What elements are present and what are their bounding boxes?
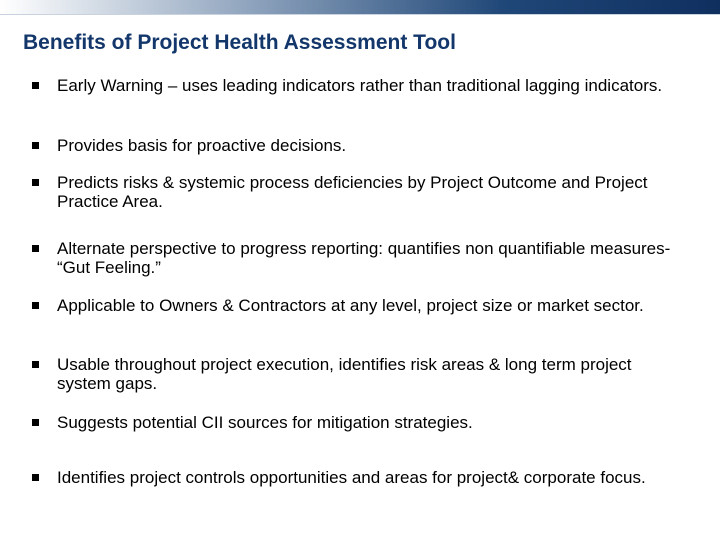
bullet-text: Applicable to Owners & Contractors at any level, project size or market sector. xyxy=(57,296,644,315)
header-divider xyxy=(0,14,720,15)
bullet-text: Suggests potential CII sources for mitigation strategies. xyxy=(57,413,473,432)
square-bullet-icon xyxy=(32,82,39,89)
square-bullet-icon xyxy=(32,302,39,309)
bullet-item xyxy=(30,468,690,487)
square-bullet-icon xyxy=(32,474,39,481)
square-bullet-icon xyxy=(32,179,39,186)
bullet-item xyxy=(30,173,690,211)
bullet-text: Identifies project controls opportunities and areas for project& corporate focus. xyxy=(57,468,646,487)
square-bullet-icon xyxy=(32,142,39,149)
bullet-item xyxy=(30,296,690,315)
slide-title: Benefits of Project Health Assessment Tool xyxy=(23,31,456,54)
header-gradient-bar xyxy=(0,0,720,14)
bullet-text: Alternate perspective to progress reporting: quantifies non quantifiable measures- “Gut Feeling.” xyxy=(57,239,671,277)
square-bullet-icon xyxy=(32,361,39,368)
bullet-item xyxy=(30,136,690,155)
bullet-item xyxy=(30,413,690,432)
bullet-text: Usable throughout project execution, identifies risk areas & long term project system gaps. xyxy=(57,355,632,393)
bullet-text: Predicts risks & systemic process deficiencies by Project Outcome and Project Practice Area. xyxy=(57,173,648,211)
bullet-text: Early Warning – uses leading indicators rather than traditional lagging indicators. xyxy=(57,76,663,95)
bullet-item xyxy=(30,76,690,95)
bullet-text: Provides basis for proactive decisions. xyxy=(57,136,347,155)
bullet-item xyxy=(30,239,690,277)
bullet-item xyxy=(30,355,690,393)
square-bullet-icon xyxy=(32,245,39,252)
square-bullet-icon xyxy=(32,419,39,426)
